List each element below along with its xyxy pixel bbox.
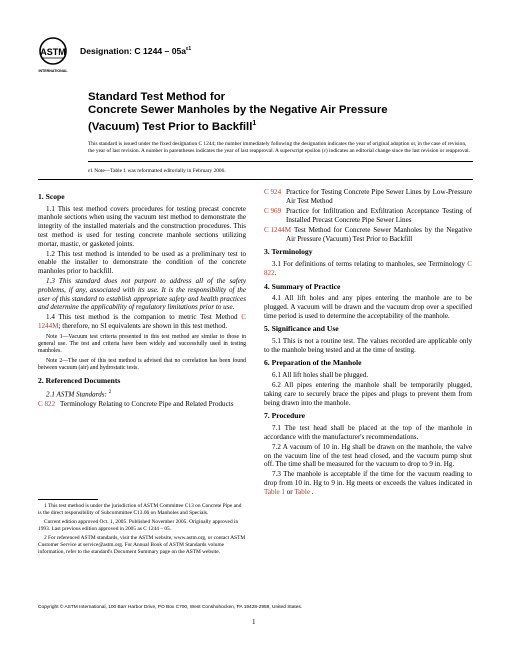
section-heading: 1. Scope xyxy=(38,192,65,201)
section-heading: 4. Summary of Practice xyxy=(264,281,341,291)
document-title xyxy=(88,91,448,134)
copyright: Copyright © ASTM International, 100 Barr Harbor Drive, PO Box C700, West Conshohocken, PA 19428-2959, United States. xyxy=(38,605,303,610)
link-table-1[interactable]: Table 1 xyxy=(264,487,285,496)
paragraph: 2.1 ASTM Standards: $^2$ xyxy=(46,389,112,399)
paragraph: 7.3 The manhole is acceptable if the time for the vacuum reading to drop from 10 in. Hg to 9 in. Hg meets or exceeds the values indicated in Table 1 or Table . xyxy=(264,470,472,496)
reference-item: C 822 Terminology Relating to Concrete Pipe and Related Products xyxy=(38,400,234,409)
right-column xyxy=(264,188,472,498)
paragraph: 1.3 This standard does not purport to address all of the safety problems, if any, associated with its use. It is the responsibility of the user of this standard to establish appropriate safety and health practices and determine the applicability of regulatory limitations prior to use. xyxy=(38,277,246,312)
title-line-1: Standard Test Method for xyxy=(88,91,226,103)
link-c924[interactable]: C 924 xyxy=(264,188,282,196)
link-c969[interactable]: C 969 xyxy=(264,207,282,215)
link-c1244m[interactable]: C 1244M xyxy=(38,313,246,331)
section-heading: 6. Preparation of the Manhole xyxy=(264,358,362,368)
epsilon-note: ε1 Note—Table 1 was reformatted editorially in February 2006. xyxy=(88,168,226,174)
title-line-2: Concrete Sewer Manholes by the Negative Air Pressure xyxy=(88,104,388,117)
link-c822[interactable]: C 822 xyxy=(264,260,472,277)
footnote: 2 For referenced ASTM standards, visit the ASTM website, www.astm.org, or contact ASTM Customer Service at service@astm.org. For Annual Book of ASTM Standards volume information, refer to the standard's Document Summary page on the ASTM website. xyxy=(38,535,246,555)
paragraph: 6.2 All pipes entering the manhole shall be temporarily plugged, taking care to securely brace the pipes and plugs to prevent them from being drawn into the manhole. xyxy=(264,381,472,407)
section-heading: 7. Procedure xyxy=(264,411,306,421)
link-table[interactable]: Table xyxy=(294,487,310,496)
link-c1244m[interactable]: C 1244M xyxy=(264,226,291,234)
designation-text: Designation: C 1244 – 05a xyxy=(80,46,187,56)
section-heading: 2. Referenced Documents xyxy=(38,376,121,386)
footnote: Current edition approved Oct. 1, 2005. Published November 2005. Originally approved in 1993. Last previous edition approved in 2005 as C 1244 – 05. xyxy=(38,519,239,532)
svg-text:ASTM: ASTM xyxy=(40,47,66,57)
reference-item: C 1244M Test Method for Concrete Sewer Manholes by the Negative Air Pressure (Vacuum) Test Prior to Backfill xyxy=(264,226,472,243)
astm-logo xyxy=(38,36,68,76)
paragraph: 6.1 All lift holes shall be plugged. xyxy=(272,371,369,380)
paragraph: 7.1 The test head shall be placed at the top of the manhole in accordance with the manufacturer's recommendations. xyxy=(264,424,472,441)
section-heading: 5. Significance and Use xyxy=(264,324,339,334)
reference-item: C 969 Practice for Infiltration and Exfiltration Acceptance Testing of Installed Precast Concrete Pipe Sewer Lines xyxy=(264,207,472,224)
standard-notice: This standard is issued under the fixed designation C 1244; the number immediately following the designation indicates the year of original adoption or, in the case of revision, the year of last revision. A number in parentheses indicates the year of last reapproval. A superscript epsilon (ε) indicates an editorial change since the last revision or reapproval. xyxy=(88,141,471,155)
paragraph: 1.4 This test method is the companion to metric Test Method C 1244M; therefore, no SI equivalents are shown in this test method. xyxy=(38,313,246,331)
paragraph: 3.1 For definitions of terms relating to manholes, see Terminology C 822. xyxy=(264,260,472,277)
reference-item: C 924 Practice for Testing Concrete Pipe Sewer Lines by Low-Pressure Air Test Method xyxy=(264,188,472,205)
footnote-divider xyxy=(38,499,98,500)
designation xyxy=(80,46,191,56)
paragraph: 4.1 All lift holes and any pipes entering the manhole are to be plugged. A vacuum will be drawn and the vacuum drop over a specified time period is used to determine the acceptability of the manhole. xyxy=(264,294,472,320)
footnote: 1 This test method is under the jurisdiction of ASTM Committee C13 on Concrete Pipe and is the direct responsibility of Subcommittee C13.06 on Manholes and Specials. xyxy=(38,503,242,516)
link-c822[interactable]: C 822 xyxy=(38,400,56,409)
note: Note 2—The user of this test method is advised that no correlation has been found between vacuum (air) and hydrostatic tests. xyxy=(38,358,246,372)
left-column xyxy=(38,188,246,411)
divider xyxy=(88,161,473,162)
paragraph: 1.1 This test method covers procedures for testing precast concrete manhole sections when using the vacuum test method to demonstrate the integrity of the installed materials and the construction procedures. This test method is used for testing concrete manhole sections utilizing mortar, mastic, or gasketed joints. xyxy=(38,204,246,248)
page-number: 1 xyxy=(252,618,256,626)
designation-sup: ε1 xyxy=(186,46,192,53)
paragraph: 7.2 A vacuum of 10 in. Hg shall be drawn on the manhole, the valve on the vacuum line of the test head closed, and the vacuum pump shut off. The time shall be measured for the vacuum to drop to 9 in. Hg. xyxy=(264,442,472,469)
divider xyxy=(38,179,473,180)
note: Note 1—Vacuum test criteria presented in this test method are similar to those in general use. The test and criteria have been widely and successfully used in testing manholes. xyxy=(38,333,246,354)
title-line-3: (Vacuum) Test Prior to Backfill$^1$ xyxy=(88,120,257,134)
paragraph: 1.2 This test method is intended to be used as a preliminary test to enable the installer to demonstrate the condition of the concrete manholes prior to backfill. xyxy=(38,249,246,276)
svg-text:INTERNATIONAL: INTERNATIONAL xyxy=(38,69,68,73)
section-heading: 3. Terminology xyxy=(264,247,313,257)
footnotes xyxy=(38,503,246,558)
paragraph: 5.1 This is not a routine test. The values recorded are applicable only to the manhole being tested and at the time of testing. xyxy=(264,337,472,354)
